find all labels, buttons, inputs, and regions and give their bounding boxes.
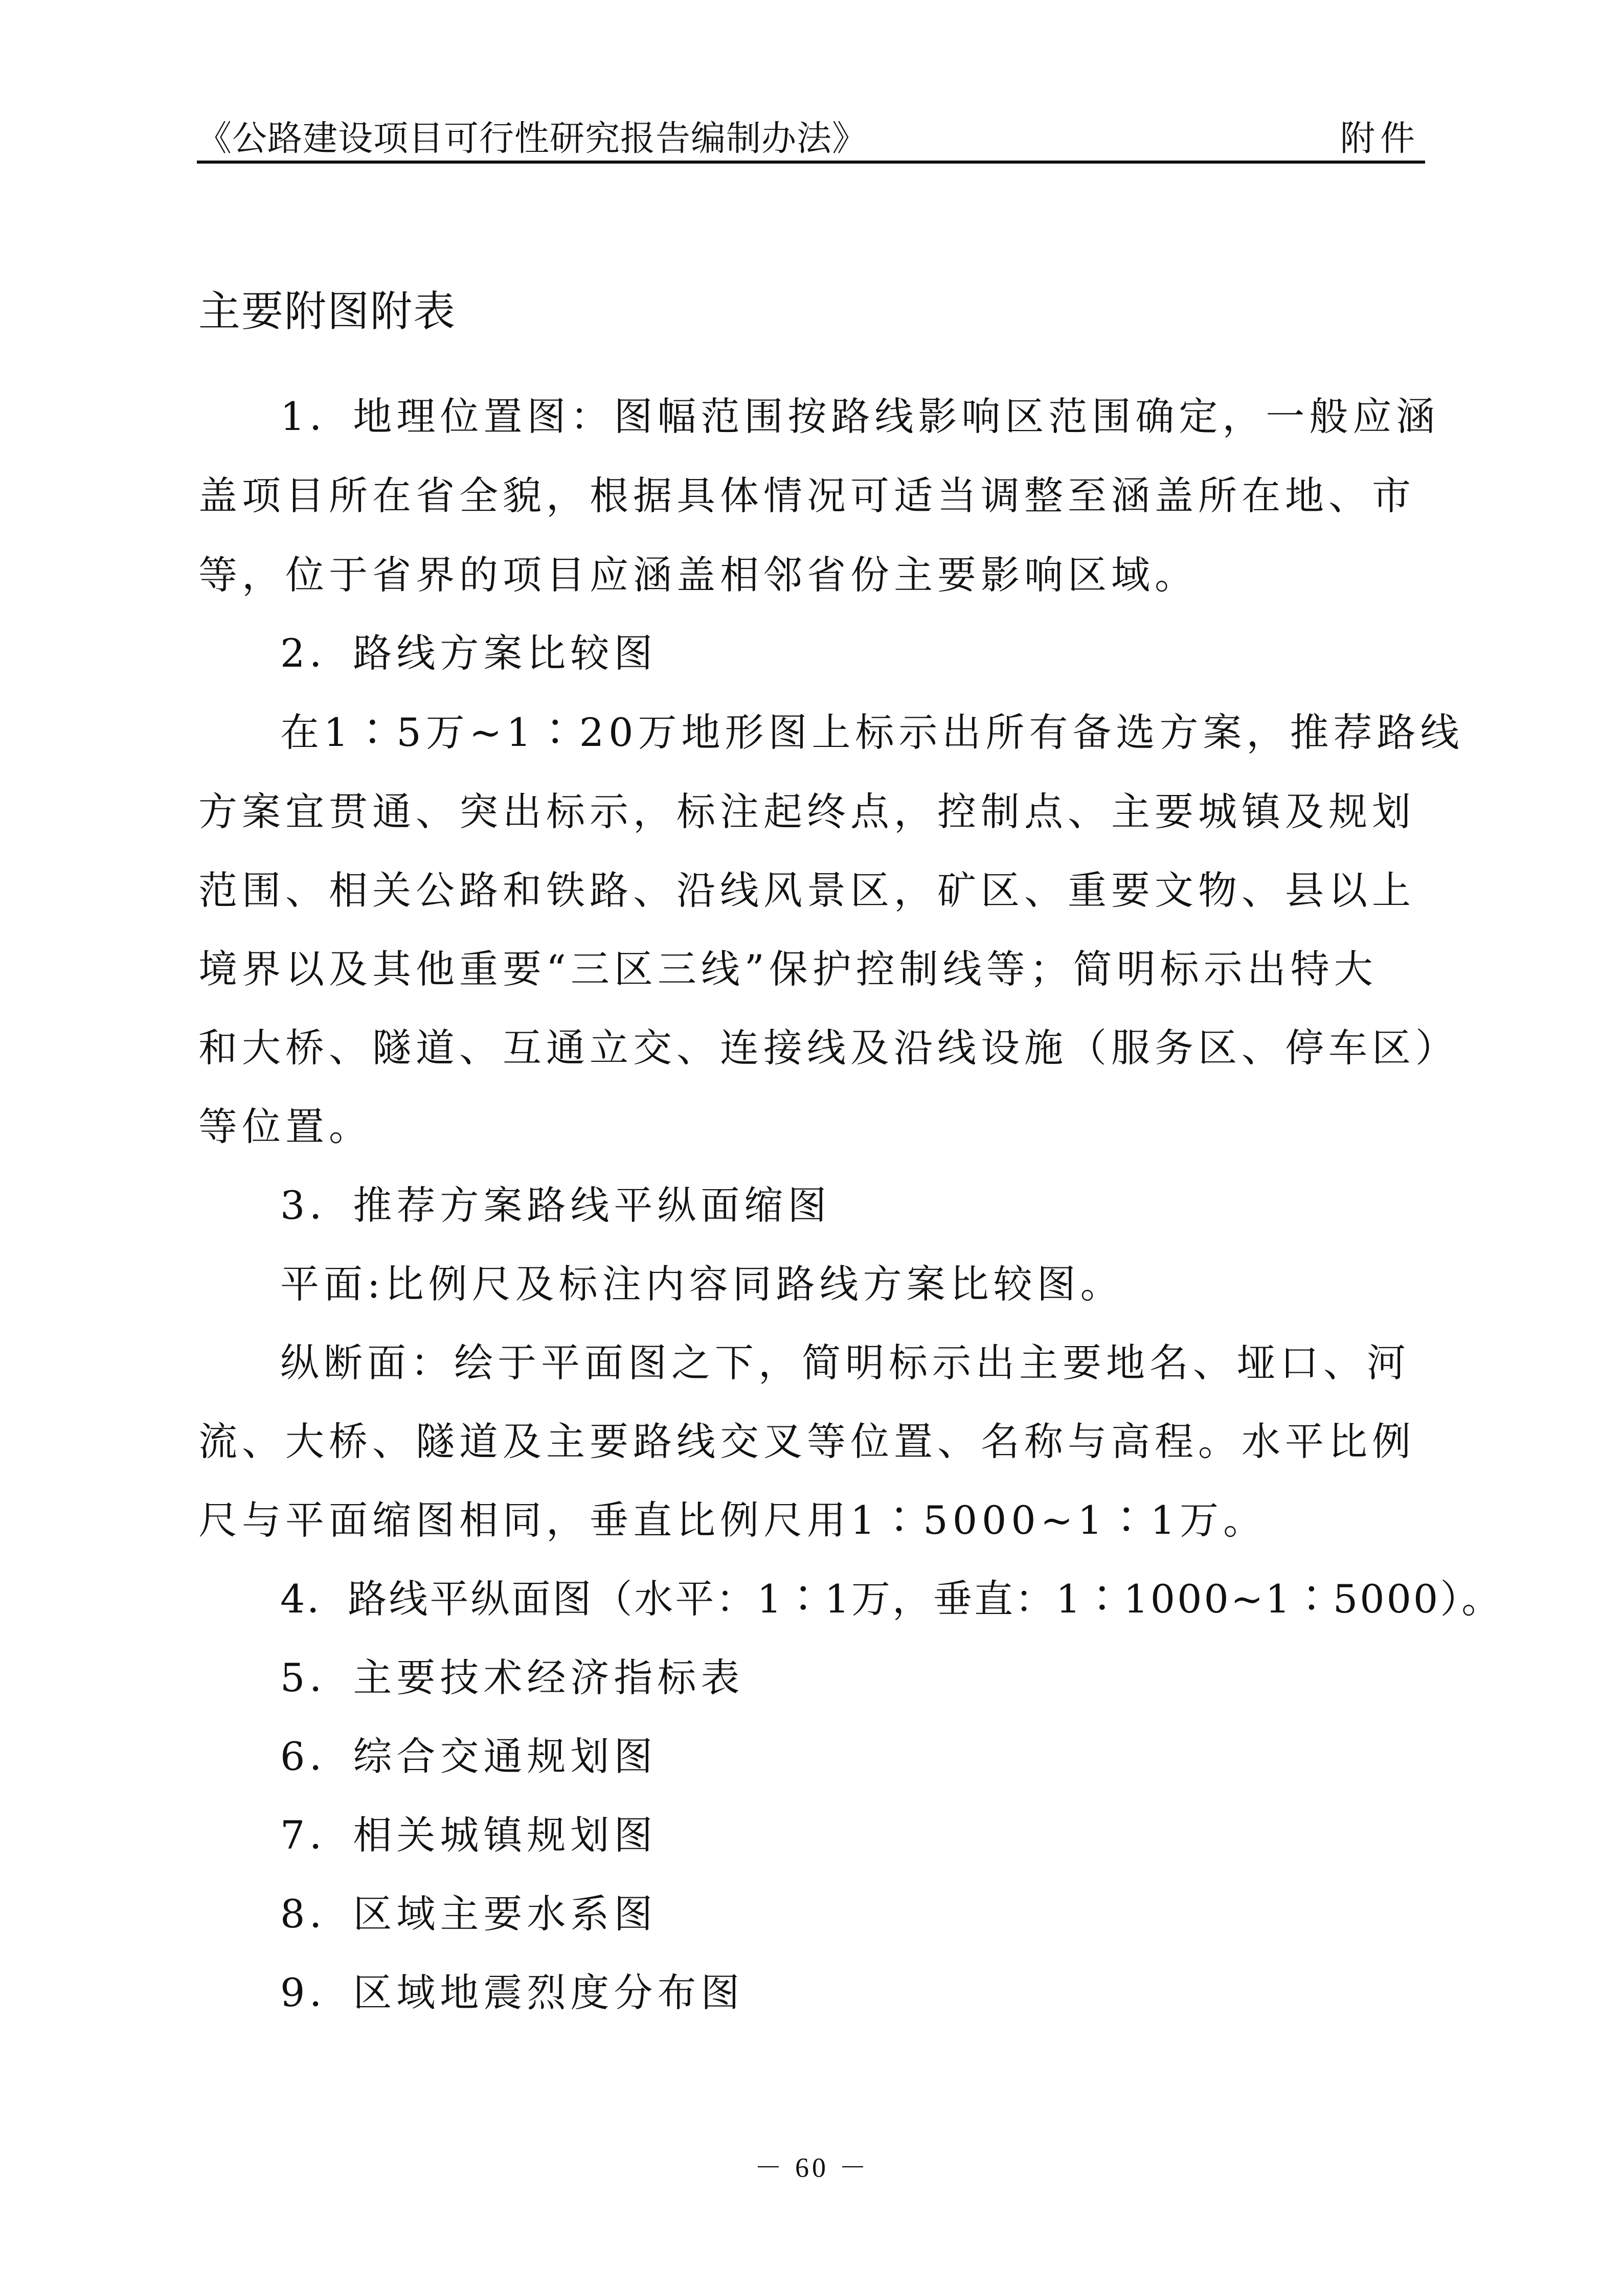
item-3-profile-line-3: 尺与平面缩图相同，垂直比例尺用1∶5000~1∶1万。 <box>198 1497 1267 1543</box>
item-2-line-4: 境界以及其他重要“三区三线”保护控制线等；简明标示出特大 <box>198 946 1378 992</box>
item-3-plane: 平面:比例尺及标注内容同路线方案比较图。 <box>280 1261 1124 1307</box>
item-6: 6．综合交通规划图 <box>280 1734 658 1779</box>
item-2-line-1: 在1∶5万~1∶20万地形图上标示出所有备选方案，推荐路线 <box>280 710 1464 755</box>
item-1-line-2: 盖项目所在省全貌，根据具体情况可适当调整至涵盖所在地、市 <box>198 473 1415 518</box>
document-title: 《公路建设项目可行性研究报告编制办法》 <box>197 119 868 159</box>
page-number: － 60 － <box>754 2152 870 2183</box>
item-7: 7．相关城镇规划图 <box>280 1812 658 1858</box>
item-3-heading: 3．推荐方案路线平纵面缩图 <box>280 1183 831 1228</box>
item-3-profile-line-1: 纵断面：绘于平面图之下，简明标示出主要地名、垭口、河 <box>280 1340 1410 1385</box>
section-title: 主要附图附表 <box>198 287 457 336</box>
item-2-line-5: 和大桥、隧道、互通立交、连接线及沿线设施（服务区、停车区） <box>198 1025 1459 1071</box>
item-2-line-3: 范围、相关公路和铁路、沿线风景区，矿区、重要文物、县以上 <box>198 868 1415 913</box>
item-1-line-3: 等，位于省界的项目应涵盖相邻省份主要影响区域。 <box>198 552 1198 598</box>
item-2-line-6: 等位置。 <box>198 1104 372 1149</box>
item-4: 4．路线平纵面图（水平：1∶1万，垂直：1∶1000~1∶5000）。 <box>280 1576 1503 1622</box>
page-header <box>197 119 1425 160</box>
item-1-line-1: 1．地理位置图：图幅范围按路线影响区范围确定，一般应涵 <box>280 394 1440 439</box>
item-9: 9．区域地震烈度分布图 <box>280 1970 745 2015</box>
item-2-line-2: 方案宜贯通、突出标示，标注起终点，控制点、主要城镇及规划 <box>198 789 1415 834</box>
item-5: 5．主要技术经济指标表 <box>280 1655 745 1700</box>
item-8: 8．区域主要水系图 <box>280 1891 658 1937</box>
item-2-heading: 2．路线方案比较图 <box>280 630 658 676</box>
header-divider <box>197 161 1425 164</box>
item-3-profile-line-2: 流、大桥、隧道及主要路线交叉等位置、名称与高程。水平比例 <box>198 1419 1415 1464</box>
attachment-label: 附件 <box>1340 119 1420 159</box>
